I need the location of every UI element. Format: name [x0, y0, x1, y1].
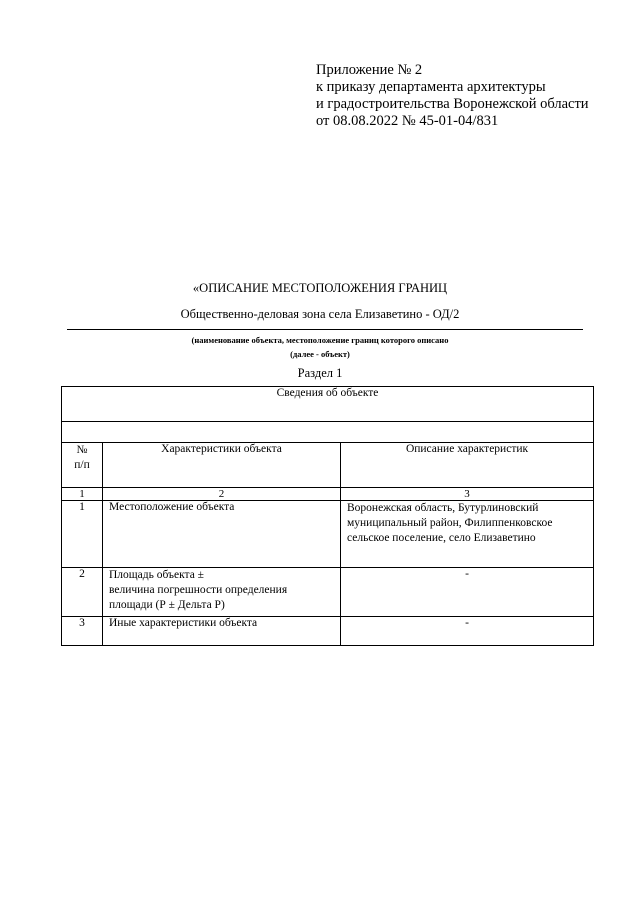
table-row: [62, 617, 594, 646]
table-row: [62, 501, 594, 568]
column-number-symbol: №: [76, 444, 88, 456]
numbering-cell: 3: [341, 488, 594, 501]
table-row: [62, 568, 594, 617]
row-characteristic: Иные характеристики объекта: [103, 617, 341, 646]
row-number: 3: [62, 617, 103, 646]
column-header-characteristics: Характеристики объекта: [103, 443, 341, 488]
table-empty-row: [62, 422, 594, 443]
row-description: -: [341, 568, 594, 617]
table-heading-row: [62, 387, 594, 422]
appendix-header: [316, 62, 589, 130]
empty-cell: [62, 422, 594, 443]
column-header-description: Описание характеристик: [341, 443, 594, 488]
table-column-headers: [62, 443, 594, 488]
row-description: [341, 501, 594, 568]
numbering-cell: 1: [62, 488, 103, 501]
underline-divider: [67, 329, 583, 330]
document-title: «ОПИСАНИЕ МЕСТОПОЛОЖЕНИЯ ГРАНИЦ: [192, 281, 448, 295]
table-heading: Сведения об объекте: [62, 387, 594, 422]
row-characteristic: Местоположение объекта: [103, 501, 341, 568]
description-line: муниципальный район, Филиппенковское: [347, 517, 553, 529]
object-info-table: [61, 386, 594, 646]
row-characteristic: [103, 568, 341, 617]
appendix-date-number: от 08.08.2022 № 45-01-04/831: [316, 113, 499, 129]
object-caption: [0, 333, 640, 361]
description-line: Воронежская область, Бутурлиновский: [347, 502, 539, 514]
appendix-number: Приложение № 2: [316, 62, 423, 78]
appendix-department: и градостроительства Воронежской области: [316, 96, 589, 112]
characteristic-line: величина погрешности определения: [109, 584, 288, 596]
caption-line-2: (далее - объект): [290, 349, 350, 359]
column-header-number: [62, 443, 103, 488]
column-number-abbr: п/п: [74, 459, 90, 471]
caption-line-1: (наименование объекта, местоположение границ которого описано: [191, 335, 449, 345]
characteristic-line: Площадь объекта ±: [109, 569, 204, 581]
table-numbering-row: [62, 488, 594, 501]
object-name: Общественно-деловая зона села Елизаветино - ОД/2: [180, 307, 460, 321]
row-number: 1: [62, 501, 103, 568]
row-number: 2: [62, 568, 103, 617]
description-line: сельское поселение, село Елизаветино: [347, 532, 536, 544]
characteristic-line: площади (Р ± Дельта Р): [109, 599, 225, 611]
section-label: Раздел 1: [297, 366, 343, 380]
appendix-order-ref: к приказу департамента архитектуры: [316, 79, 546, 95]
row-description: -: [341, 617, 594, 646]
numbering-cell: 2: [103, 488, 341, 501]
